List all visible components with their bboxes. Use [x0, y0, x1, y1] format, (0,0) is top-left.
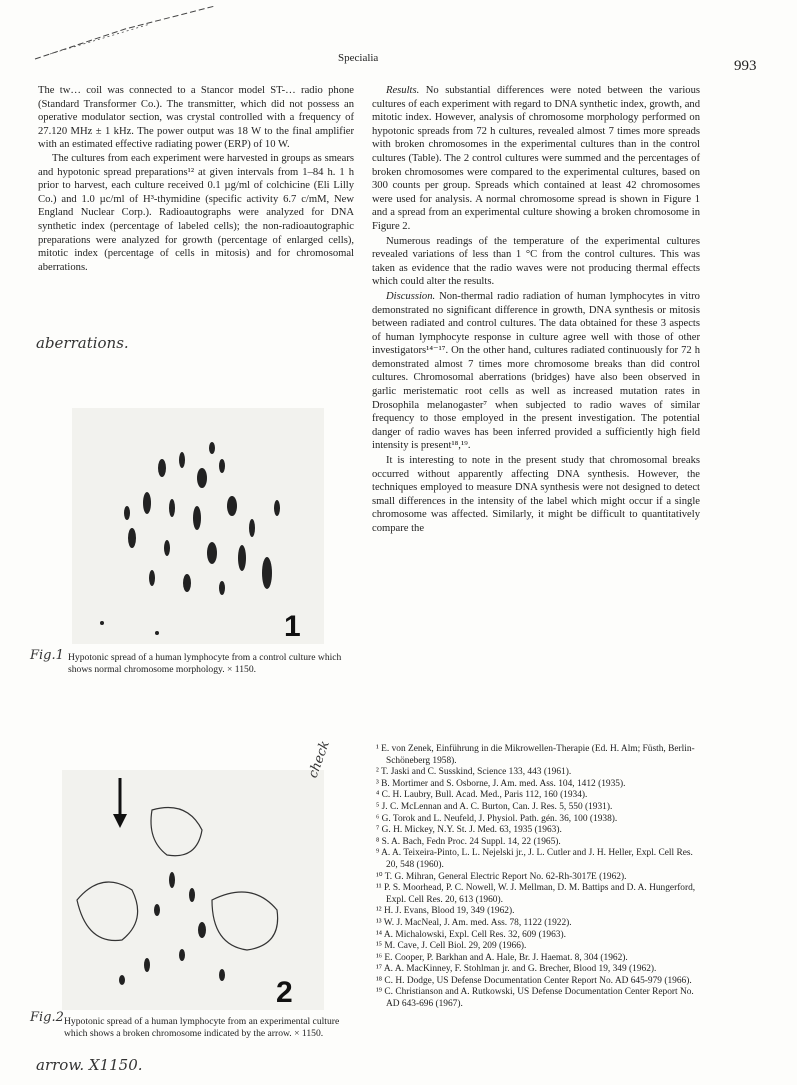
reference-item: ¹⁴ A. Michalowski, Expl. Cell Res. 32, 609 (1963). [376, 929, 566, 940]
handwritten-check: check [305, 738, 333, 781]
reference-item: ⁹ A. A. Teixeira-Pinto, L. L. Nejelski jr., J. L. Cutler and J. H. Heller, Expl. Cell Res. 20, 548 (1960). [376, 848, 693, 870]
reference-item: ⁴ C. H. Laubry, Bull. Acad. Med., Paris 112, 160 (1934). [376, 790, 588, 801]
paragraph-results [372, 84, 700, 234]
figure-2-caption: Hypotonic spread of a human lymphocyte from an experimental culture which shows a broken chromosome indicated by the arrow. × 1150. [64, 1016, 340, 1039]
running-head: Specialia [338, 52, 379, 64]
references-list [372, 744, 702, 1011]
reference-item: ¹⁶ E. Cooper, P. Barkhan and A. Hale, Br. J. Haemat. 8, 304 (1962). [376, 952, 628, 963]
figure-1-caption: Hypotonic spread of a human lymphocyte from a control culture which shows normal chromosome morphology. × 1150. [68, 652, 342, 675]
reference-item: ⁵ J. C. McLennan and A. C. Burton, Can. J. Res. 5, 550 (1931). [376, 801, 613, 812]
figure-2-image [62, 770, 324, 1010]
chromosome-spread-1 [72, 408, 324, 644]
paragraph-transmitter: The tw… coil was connected to a Stancor model ST-… radio phone (Standard Transformer Co.). The transmitter, which did not possess an operative modulator section, was crystal controlled with a frequency of 27.120 MHz ± 1 kHz. The power output was 18 W to the final amplifier with an estimated effective radiating power (ERP) of 10 W. [38, 85, 354, 151]
reference-item: ³ B. Mortimer and S. Osborne, J. Am. med. Ass. 104, 1412 (1935). [376, 778, 626, 789]
discussion-heading: Discussion. [386, 290, 436, 302]
reference-item: ¹ E. von Zenek, Einführung in die Mikrowellen-Therapie (Ed. H. Alm; Füsth, Berlin-Schöneberg 1958). [376, 744, 695, 766]
left-column [38, 84, 354, 274]
reference-item: ¹⁵ M. Cave, J. Cell Biol. 29, 209 (1966). [376, 941, 527, 952]
reference-item: ¹⁸ C. H. Dodge, US Defense Documentation Center Report No. AD 645-979 (1966). [376, 975, 692, 986]
page-number: 993 [734, 58, 757, 74]
figure-1-image [72, 408, 324, 644]
handwritten-aberrations: aberrations. [36, 334, 129, 352]
handwritten-arrow-note: arrow. X1150. [36, 1056, 143, 1074]
reference-item: ¹¹ P. S. Moorhead, P. C. Nowell, W. J. Mellman, D. M. Battips and D. A. Hungerford, Expl. Cell Res. 20, 613 (1960). [376, 883, 696, 905]
paragraph-interesting: It is interesting to note in the present study that chromosomal breaks occurred without apparently affecting DNA synthesis. However, the techniques employed to measure DNA synthesis were not designed to detect small differences in the intensity of the label which might occur if a single chromosome was affected. Similarly, it might be difficult to quantitatively compare the [372, 455, 700, 534]
discussion-text: Non-thermal radio radiation of human lymphocytes in vitro demonstrated no significant difference in growth, DNA synthesis or mitosis between radiated and control cultures. The data obtained for these 3 aspects of human lymphocyte response in culture agree well with those of other investigators¹⁴⁻¹⁷. On the other hand, cultures radiated continuously for 72 h demonstrated almost 7 times more chromosome breaks than did control cultures. Chromosomal aberrations (bridges) have also been observed in garlic meristematic root cells as well as increased mutation rates in Drosophila melanogaster⁷ when subjected to radio waves of similar frequency to those employed in the present investigation. The potential danger of radio waves has been inferred provided a sufficiently high field intensity is present¹⁸,¹⁹. [372, 290, 700, 452]
paragraph-discussion [372, 290, 700, 453]
reference-item: ² T. Jaski and C. Susskind, Science 133, 443 (1961). [376, 767, 572, 778]
reference-item: ⁸ S. A. Bach, Fedn Proc. 24 Suppl. 14, 22 (1965). [376, 836, 561, 847]
handwritten-fig1: Fig.1 [30, 648, 64, 663]
pen-scribble-icon [30, 4, 220, 64]
reference-item: ¹³ W. J. MacNeal, J. Am. med. Ass. 78, 1122 (1922). [376, 917, 572, 928]
results-heading: Results. [386, 85, 420, 96]
paragraph-temperature: Numerous readings of the temperature of the experimental cultures revealed variations of less than 1 °C from the control cultures. This was taken as evidence that the radio waves were not producing thermal effects which could alter the results. [372, 235, 700, 288]
results-text: No substantial differences were noted between the various cultures of each experiment with regard to DNA synthetic index, growth, and mitotic index. However, analysis of chromosome morphology performed on hypotonic spreads from 72 h cultures, revealed almost 7 times more spreads with broken chromosomes in the experimental cultures than in the control cultures (Table). The 2 control cultures were summed and the percentages of broken chromosomes were compared to the experimental cultures, based on 300 counts per group. Spreads which contained at least 42 chromosomes were used for analysis. A normal chromosome spread is shown in Figure 1 and a spread from an experimental culture showing a broken chromosome in Figure 2. [372, 85, 700, 232]
reference-item: ¹⁷ A. A. MacKinney, F. Stohlman jr. and G. Brecher, Blood 19, 349 (1962). [376, 964, 657, 975]
reference-item: ¹⁹ C. Christianson and A. Rutkowski, US Defense Documentation Center Report No. AD 643-696 (1967). [376, 987, 694, 1010]
paragraph-methods: The cultures from each experiment were harvested in groups as smears and hypotonic spread preparations¹² at given intervals from 1–84 h. 1 h prior to harvest, each culture received 0.1 µg/ml of colchicine (Eli Lilly Co.) and 1.0 µc/ml of H³-thymidine (specific activity 6.7 c/mM, New England Nuclear Corp.). Radioautographs were analyzed for DNA synthetic index (percentage of labeled cells); the non-radioautographic preparations were analyzed for growth (percentage of enlarged cells), mitotic index (percentage of cells in mitosis) and for chromosomal aberrations. [38, 152, 354, 273]
chromosome-spread-2 [62, 770, 324, 1010]
reference-item: ⁶ G. Torok and L. Neufeld, J. Physiol. Path. gén. 36, 100 (1938). [376, 813, 618, 824]
right-column [372, 84, 700, 536]
handwritten-fig2: Fig.2 [30, 1010, 64, 1025]
figure-1-number: 1 [284, 610, 301, 643]
reference-item: ¹² H. J. Evans, Blood 19, 349 (1962). [376, 906, 515, 917]
figure-2-number: 2 [276, 976, 293, 1009]
reference-item: ¹⁰ T. G. Mihran, General Electric Report No. 62-Rh-3017E (1962). [376, 871, 627, 882]
reference-item: ⁷ G. H. Mickey, N.Y. St. J. Med. 63, 1935 (1963). [376, 825, 562, 836]
